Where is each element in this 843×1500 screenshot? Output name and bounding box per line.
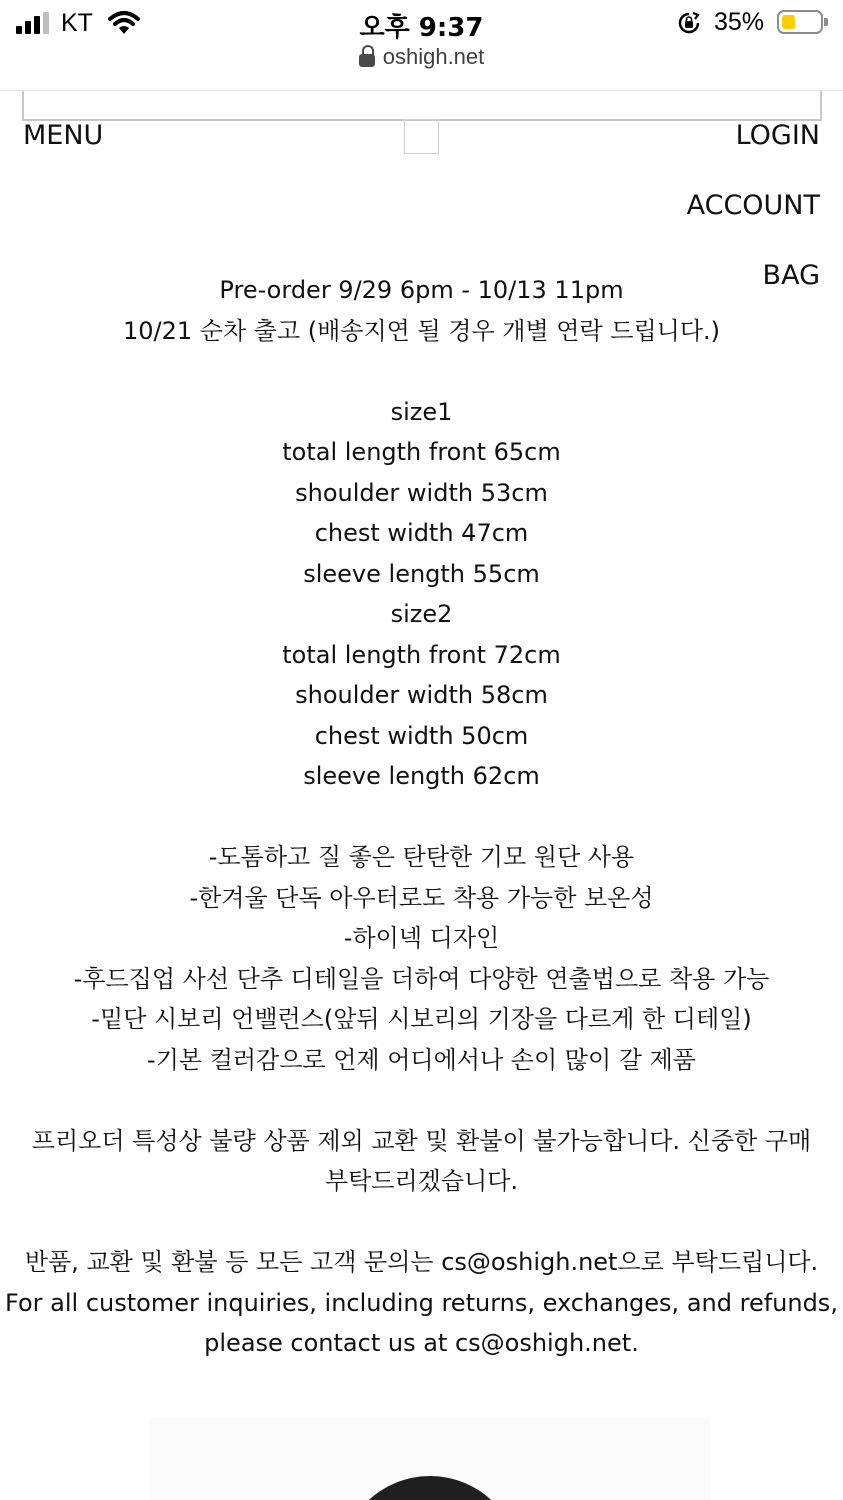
feature-item: -밑단 시보리 언밸런스(앞뒤 시보리의 기장을 다르게 한 디테일) [91, 1005, 752, 1033]
login-link[interactable]: LOGIN [735, 120, 820, 151]
account-link[interactable]: ACCOUNT [686, 190, 820, 221]
search-box-frame [22, 91, 822, 121]
contact-korean: 반품, 교환 및 환불 등 모든 고객 문의는 cs@oshigh.net으로 부탁드립니다. [24, 1248, 819, 1276]
carrier-name: KT [61, 9, 93, 37]
contact-english-cont: please contact us at cs@oshigh.net. [204, 1329, 639, 1357]
rotation-lock-icon [678, 12, 700, 34]
status-time: 오후 9:37 [359, 13, 484, 43]
bag-link[interactable]: BAG [762, 260, 820, 291]
menu-button[interactable]: MENU [23, 120, 104, 151]
product-image[interactable] [0, 1418, 843, 1500]
url-text: oshigh.net [382, 44, 485, 69]
feature-item: -도톰하고 질 좋은 탄탄한 기모 원단 사용 [208, 843, 635, 871]
refund-notice-cont: 부탁드리겠습니다. [324, 1167, 519, 1195]
logo-placeholder[interactable] [404, 119, 439, 154]
preorder-period: Pre-order 9/29 6pm - 10/13 11pm [219, 276, 624, 304]
feature-item: -후드집업 사선 단추 디테일을 더하여 다양한 연출법으로 착용 가능 [73, 964, 770, 993]
size2-chest-width: chest width 50cm [314, 721, 529, 750]
contact-english: For all customer inquiries, including returns, exchanges, and refunds, [5, 1288, 838, 1317]
product-description [0, 270, 843, 1364]
feature-item: -하이넥 디자인 [343, 924, 500, 952]
size2-title: size2 [390, 600, 453, 628]
feature-item: -기본 컬러감으로 언제 어디에서나 손이 많이 갈 제품 [147, 1045, 696, 1074]
lock-icon [359, 45, 375, 67]
size1-total-length: total length front 65cm [282, 438, 561, 466]
address-bar[interactable] [0, 44, 843, 70]
size1-shoulder-width: shoulder width 53cm [295, 478, 548, 507]
size1-chest-width: chest width 47cm [314, 519, 529, 547]
feature-item: -한겨울 단독 아우터로도 착용 가능한 보온성 [189, 883, 654, 912]
size2-total-length: total length front 72cm [282, 640, 561, 669]
size1-title: size1 [390, 397, 453, 426]
refund-notice: 프리오더 특성상 불량 상품 제외 교환 및 환불이 불가능합니다. 신중한 구매 [31, 1126, 812, 1155]
size2-sleeve-length: sleeve length 62cm [303, 762, 540, 790]
battery-percent: 35% [714, 8, 765, 36]
size1-sleeve-length: sleeve length 55cm [303, 559, 540, 588]
size2-shoulder-width: shoulder width 58cm [295, 681, 548, 709]
status-bar [0, 0, 843, 91]
battery-icon [777, 10, 823, 34]
shipping-note: 10/21 순차 출고 (배송지연 될 경우 개별 연락 드립니다.) [122, 316, 721, 345]
